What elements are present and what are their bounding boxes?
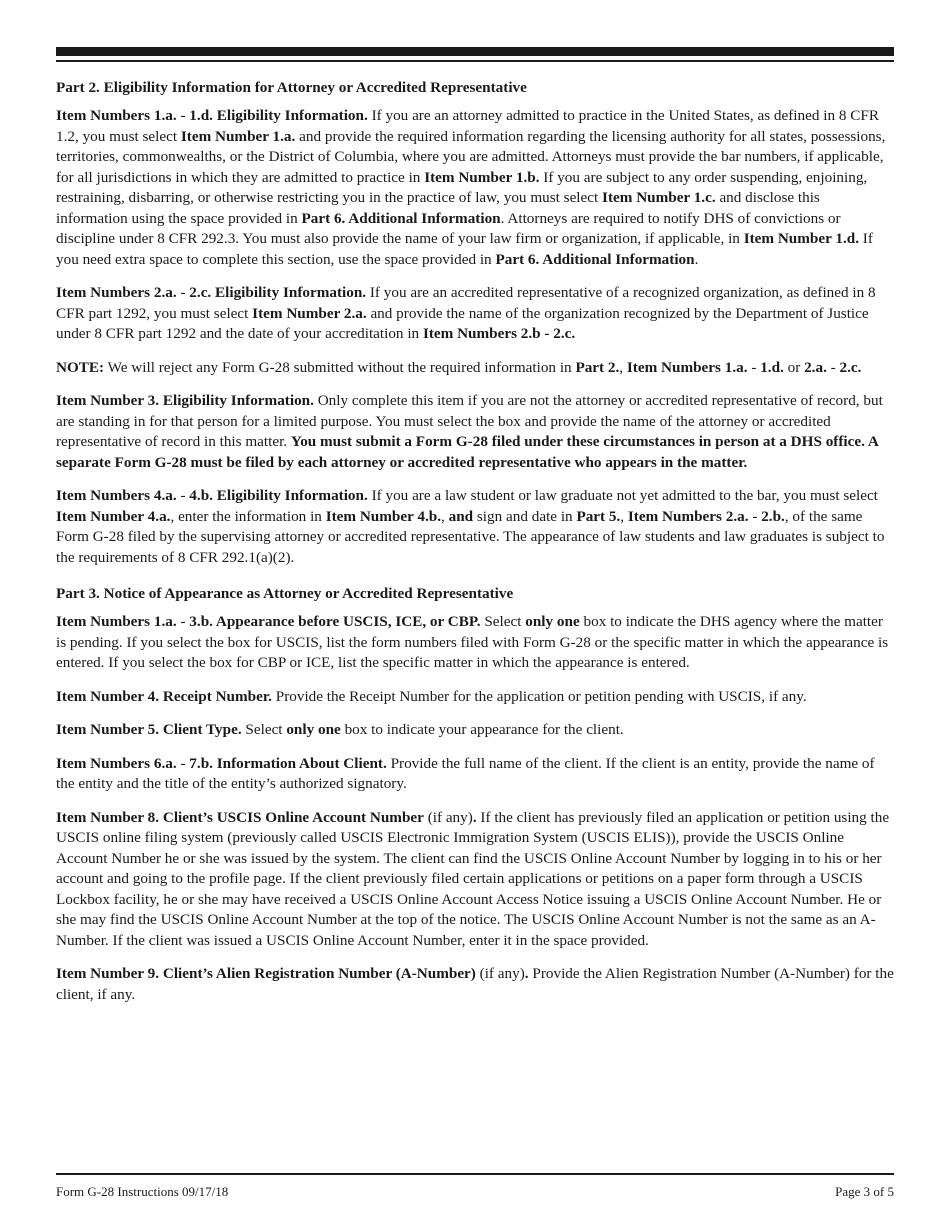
instruction-paragraph bbox=[56, 391, 894, 473]
bold-text: 2.b. bbox=[761, 507, 785, 525]
text-segment: , of the same Form G-28 filed by the supervising attorney or accredited representative. The appearance of law students and law graduates is subject to the requirements of 8 CFR 292.1(a)(2). bbox=[56, 507, 885, 566]
footer-form-label: Form G-28 Instructions 09/17/18 bbox=[56, 1184, 229, 1199]
text-segment: If you need extra space to complete this section, use the space provided in bbox=[56, 230, 873, 268]
bold-text: 2.c. bbox=[839, 358, 862, 376]
text-segment: - bbox=[176, 284, 190, 301]
text-segment: , bbox=[441, 507, 449, 525]
bold-text: Part 6. Additional Information bbox=[301, 209, 501, 227]
bold-text: Item Number 1.a. bbox=[180, 127, 296, 145]
bold-text: You must submit a Form G-28 filed under these circumstances in person at a DHS office. A separate Form G-28 must be filed by each attorney or accredited representative who appears in the matter. bbox=[56, 433, 879, 471]
bold-text: 7.b. Information About Client. bbox=[189, 754, 387, 772]
bold-text: Part 5. bbox=[576, 507, 621, 525]
bold-text: Item Numbers 2.a. bbox=[56, 284, 177, 301]
text-segment: Provide the Receipt Number for the application or petition pending with USCIS, if any. bbox=[271, 687, 807, 705]
text-segment: - bbox=[176, 754, 190, 772]
part2-heading: Part 2. Eligibility Information for Attorney or Accredited Representative bbox=[56, 79, 527, 96]
bold-text: Item Number 4.b. bbox=[325, 507, 441, 525]
instructions-body bbox=[56, 78, 894, 1018]
bold-text: Item Numbers 2.b - 2.c. bbox=[422, 325, 576, 342]
bold-text: Item Numbers 1.a. bbox=[56, 613, 177, 630]
text-segment: Select bbox=[480, 613, 526, 630]
text-segment: . Attorneys are required to notify DHS of convictions or discipline under 8 CFR 292.3. You must also provide the name of your law firm or organization, if applicable, in bbox=[56, 209, 841, 247]
bold-text: Item Number 1.d. bbox=[743, 230, 859, 247]
instruction-paragraph bbox=[56, 687, 894, 708]
bold-text: Item Number 4.a. bbox=[56, 507, 171, 525]
bold-text: 2.c. Eligibility Information. bbox=[189, 284, 367, 301]
text-segment: Provide the full name of the client. If the client is an entity, provide the name of the entity and the title of the entity’s authorized signatory. bbox=[56, 754, 875, 792]
footer-rule bbox=[56, 1173, 894, 1175]
text-segment: , enter the information in bbox=[170, 507, 326, 525]
text-segment: sign and date in bbox=[473, 507, 577, 525]
header-rule-thick bbox=[56, 47, 894, 56]
text-segment: If the client has previously filed an application or petition using the USCIS online filing system (previously called USCIS Electronic Immigration System (USCIS ELIS)), provide the USCIS Online Account Number he or she was issued by the system. The client can find the USCIS Online Account Number by logging in to his or her account and going to the profile page. If the client previously filed certain applications or petitions on a paper form through a USCIS Lockbox facility, he or she may have received a USCIS Online Account Access Notice issuing a USCIS Online Account Number. He or she may find the USCIS Online Account Number at the top of the notice. The USCIS Online Account Number is not the same as an A-Number. If the client was issued a USCIS Online Account Number, enter it in the space provided. bbox=[56, 808, 890, 949]
text-segment: , bbox=[620, 507, 628, 525]
instruction-paragraph bbox=[56, 612, 894, 674]
text-segment: and disclose this information using the space provided in bbox=[56, 189, 820, 227]
instruction-paragraph bbox=[56, 808, 894, 952]
bold-text: 4.b. Eligibility Information. bbox=[189, 487, 368, 504]
text-segment: (if any) bbox=[475, 965, 525, 982]
text-segment: or bbox=[783, 358, 805, 376]
text-segment: If you are subject to any order suspending, enjoining, restraining, disbarring, or otherwise restricting you in the practice of law, you must select bbox=[56, 168, 868, 206]
part2-paragraphs bbox=[56, 106, 894, 568]
bold-text: Part 2. bbox=[575, 358, 620, 376]
bold-text: Item Numbers 1.a. bbox=[626, 358, 748, 376]
bold-text: Part 6. Additional Information bbox=[495, 250, 695, 268]
text-segment: , bbox=[619, 358, 627, 376]
bold-text: 1.d. bbox=[760, 358, 784, 376]
bold-text: Item Number 2.a. bbox=[252, 304, 367, 322]
text-segment: (if any) bbox=[423, 808, 473, 826]
bold-text: Item Numbers 1.a. bbox=[56, 107, 177, 124]
text-segment: If you are a law student or law graduate not yet admitted to the bar, you must select bbox=[367, 487, 878, 504]
bold-text: 1.d. Eligibility Information. bbox=[189, 107, 368, 124]
bold-text: Item Number 4. Receipt Number. bbox=[56, 687, 272, 705]
bold-text: and bbox=[448, 507, 474, 525]
bold-text: NOTE: bbox=[56, 358, 105, 376]
instruction-paragraph bbox=[56, 964, 894, 1005]
bold-text: Item Numbers 2.a. bbox=[627, 507, 749, 525]
text-segment: and provide the required information regarding the licensing authority for all states, possessions, territories, commonwealths, or the District of Columbia, where you are admitted. Attorneys must provide the bar numbers, if applicable, for all jurisdictions in which they are admitted to practice in bbox=[56, 127, 886, 186]
bold-text: Item Numbers 6.a. bbox=[56, 754, 177, 772]
part3-paragraphs bbox=[56, 612, 894, 1005]
bold-text: Item Numbers 4.a. bbox=[56, 487, 177, 504]
text-segment: Only complete this item if you are not the attorney or accredited representative of record, but are standing in for that person for a limited purpose. You must select the box and provide the name of the attorney or accredited representative of record in this matter. bbox=[56, 392, 883, 450]
header-rule-thin bbox=[56, 60, 894, 62]
text-segment: - bbox=[176, 487, 190, 504]
bold-text: Item Number 9. Client’s Alien Registration Number (A-Number) bbox=[56, 965, 476, 982]
bold-text: Item Number 5. Client Type. bbox=[56, 721, 242, 738]
instruction-paragraph bbox=[56, 106, 894, 270]
footer-page-number: Page 3 of 5 bbox=[835, 1184, 894, 1199]
part3-heading: Part 3. Notice of Appearance as Attorney or Accredited Representative bbox=[56, 585, 514, 602]
bold-text: . bbox=[524, 965, 529, 982]
bold-text: Item Number 1.c. bbox=[602, 189, 716, 206]
text-segment: Select bbox=[241, 721, 287, 738]
bold-text: only one bbox=[525, 613, 580, 630]
text-segment: . bbox=[694, 250, 699, 268]
text-segment: - bbox=[747, 358, 761, 376]
instruction-paragraph bbox=[56, 486, 894, 568]
bold-text: Item Number 3. Eligibility Information. bbox=[56, 392, 314, 409]
text-segment: If you are an attorney admitted to practice in the United States, as defined in 8 CFR 1.2, you must select bbox=[56, 107, 879, 145]
text-segment: box to indicate the DHS agency where the matter is pending. If you select the box for USCIS, list the form numbers filed with Form G-28 or the specific matter in which the appearance is entered. If you select the box for CBP or ICE, list the specific matter in which the appearance is entered. bbox=[56, 613, 889, 671]
text-segment: - bbox=[826, 358, 840, 376]
instruction-paragraph bbox=[56, 754, 894, 795]
bold-text: . bbox=[472, 808, 477, 826]
bold-text: only one bbox=[286, 721, 341, 738]
text-segment: - bbox=[176, 613, 190, 630]
bold-text: Item Number 1.b. bbox=[424, 168, 540, 186]
text-segment: We will reject any Form G-28 submitted without the required information in bbox=[104, 358, 576, 376]
instruction-paragraph bbox=[56, 358, 894, 379]
instruction-paragraph bbox=[56, 283, 894, 345]
bold-text: Item Number 8. Client’s USCIS Online Account Number bbox=[56, 808, 424, 826]
text-segment: and provide the name of the organization recognized by the Department of Justice under 8 CFR part 1292 and the date of your accreditation in bbox=[56, 304, 869, 342]
instruction-paragraph bbox=[56, 720, 894, 741]
text-segment: Provide the Alien Registration Number (A-Number) for the client, if any. bbox=[56, 965, 894, 1003]
text-segment: - bbox=[748, 507, 762, 525]
text-segment: - bbox=[176, 107, 190, 124]
text-segment: box to indicate your appearance for the client. bbox=[340, 721, 624, 738]
bold-text: 3.b. Appearance before USCIS, ICE, or CBP. bbox=[189, 613, 481, 630]
bold-text: 2.a. bbox=[804, 358, 827, 376]
text-segment: If you are an accredited representative of a recognized organization, as defined in 8 CFR part 1292, you must select bbox=[56, 284, 876, 322]
